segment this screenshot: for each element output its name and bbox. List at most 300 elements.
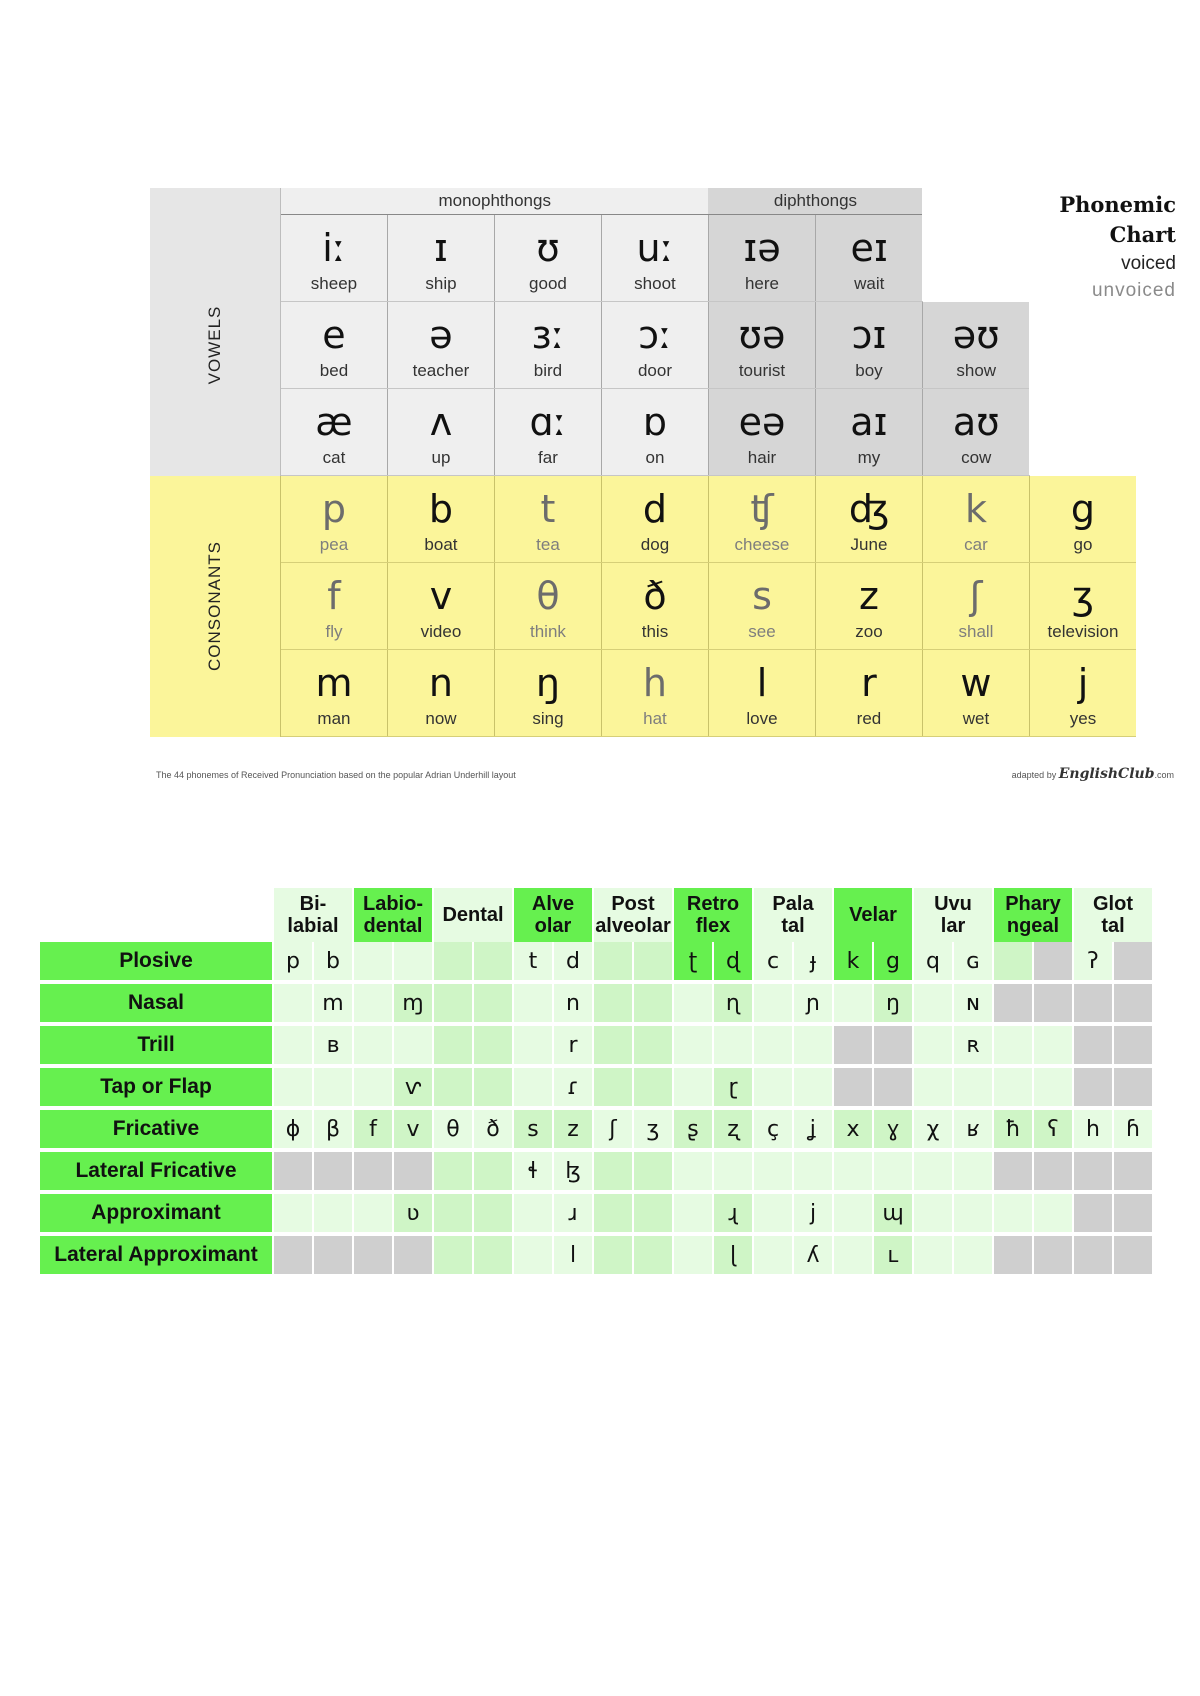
consonant-cell xyxy=(494,476,601,563)
consonant-cell xyxy=(601,563,708,650)
manner-row xyxy=(40,1150,1152,1192)
ipa-symbol-cell: p xyxy=(273,942,313,982)
diphthong-cell xyxy=(708,302,815,389)
ipa-empty-cell xyxy=(753,1234,793,1276)
ipa-empty-cell xyxy=(1073,1150,1113,1192)
ipa-symbol-cell: ʒ xyxy=(633,1108,673,1150)
phoneme-symbol: aɪ xyxy=(850,400,888,444)
ipa-empty-cell xyxy=(673,982,713,1024)
diphthong-cell xyxy=(708,215,815,302)
ipa-empty-cell xyxy=(353,982,393,1024)
diphthong-cell xyxy=(815,215,922,302)
ipa-symbol-cell: n xyxy=(553,982,593,1024)
phoneme-symbol: p xyxy=(321,487,347,531)
ipa-empty-cell xyxy=(273,1234,313,1276)
example-word: car xyxy=(964,535,988,554)
consonant-cell xyxy=(494,563,601,650)
ipa-empty-cell xyxy=(513,1192,553,1234)
place-header: Retro flex xyxy=(673,888,753,942)
consonant-cell xyxy=(280,563,387,650)
ipa-symbol-cell: v xyxy=(393,1108,433,1150)
ipa-symbol-cell: ʂ xyxy=(673,1108,713,1150)
ipa-empty-cell xyxy=(833,1066,873,1108)
ipa-symbol-cell: b xyxy=(313,942,353,982)
example-word: cat xyxy=(322,448,346,467)
ipa-symbol-cell: r xyxy=(553,1024,593,1066)
ipa-symbol-cell: ʕ xyxy=(1033,1108,1073,1150)
monophthong-cell xyxy=(601,215,708,302)
phoneme-symbol: ɪə xyxy=(743,226,781,270)
manner-label: Nasal xyxy=(40,982,273,1024)
phoneme-symbol: w xyxy=(960,661,992,705)
ipa-symbol-cell: ʙ xyxy=(313,1024,353,1066)
example-word: shoot xyxy=(634,274,676,293)
manner-label: Trill xyxy=(40,1024,273,1066)
phoneme-symbol: əʊ xyxy=(952,312,1000,357)
consonant-cell xyxy=(922,650,1029,737)
ipa-empty-cell xyxy=(913,1192,953,1234)
manner-row xyxy=(40,1066,1152,1108)
place-header: Bi- labial xyxy=(273,888,353,942)
phoneme-symbol: θ xyxy=(536,574,560,618)
ipa-symbol-cell: ɲ xyxy=(793,982,833,1024)
vowels-label-text: VOWELS xyxy=(204,305,224,385)
ipa-empty-cell xyxy=(993,1024,1033,1066)
manner-row xyxy=(40,942,1152,982)
example-word: yes xyxy=(1069,709,1097,728)
phoneme-symbol: b xyxy=(428,487,454,531)
diphthongs-header: diphthongs xyxy=(708,188,922,215)
legend-voiced: voiced xyxy=(1121,253,1176,274)
monophthong-cell xyxy=(601,302,708,389)
example-word: sing xyxy=(532,709,564,728)
example-word: my xyxy=(857,448,881,467)
ipa-symbol-cell: ʀ xyxy=(953,1024,993,1066)
ipa-corner xyxy=(40,888,273,942)
ipa-symbol-cell: f xyxy=(353,1108,393,1150)
ipa-empty-cell xyxy=(1033,1234,1073,1276)
example-word: video xyxy=(420,622,462,641)
ipa-symbol-cell: ɸ xyxy=(273,1108,313,1150)
phoneme-symbol: h xyxy=(642,661,668,705)
phoneme-symbol: ð xyxy=(643,574,667,618)
phoneme-symbol: ʒ xyxy=(1071,574,1094,618)
ipa-empty-cell xyxy=(1113,1192,1152,1234)
place-header: Dental xyxy=(433,888,513,942)
place-header: Pala tal xyxy=(753,888,833,942)
ipa-empty-cell xyxy=(793,1024,833,1066)
phoneme-symbol: ʌ xyxy=(429,400,453,444)
ipa-empty-cell xyxy=(993,982,1033,1024)
ipa-empty-cell xyxy=(313,1150,353,1192)
ipa-symbol-cell: ɟ xyxy=(793,942,833,982)
ipa-empty-cell xyxy=(673,1024,713,1066)
phoneme-symbol: j xyxy=(1077,661,1089,705)
example-word: now xyxy=(425,709,457,728)
consonant-cell xyxy=(280,650,387,737)
ipa-empty-cell xyxy=(473,1150,513,1192)
consonant-row xyxy=(150,563,1136,650)
diphthong-cell xyxy=(922,302,1029,389)
ipa-symbol-cell: ɭ xyxy=(713,1234,753,1276)
ipa-symbol-cell: ʝ xyxy=(793,1108,833,1150)
ipa-empty-cell xyxy=(473,1024,513,1066)
ipa-empty-cell xyxy=(593,1192,633,1234)
credit-suffix: .com xyxy=(1154,770,1174,780)
manner-row xyxy=(40,1234,1152,1276)
ipa-symbol-cell: ɬ xyxy=(513,1150,553,1192)
ipa-empty-cell xyxy=(633,982,673,1024)
legend-title-line2: Chart xyxy=(1109,222,1176,247)
ipa-symbol-cell: k xyxy=(833,942,873,982)
ipa-empty-cell xyxy=(793,1150,833,1192)
ipa-symbol-cell: ɾ xyxy=(553,1066,593,1108)
ipa-symbol-cell: ʋ xyxy=(393,1192,433,1234)
consonants-label xyxy=(150,476,280,737)
ipa-empty-cell xyxy=(833,1234,873,1276)
phoneme-symbol: s xyxy=(752,574,772,618)
ipa-symbol-cell: t xyxy=(513,942,553,982)
monophthong-cell xyxy=(280,389,387,476)
monophthong-cell xyxy=(280,215,387,302)
manner-label: Approximant xyxy=(40,1192,273,1234)
ipa-empty-cell xyxy=(473,1066,513,1108)
example-word: tourist xyxy=(738,361,786,380)
consonant-row xyxy=(150,650,1136,737)
example-word: think xyxy=(530,622,566,641)
phoneme-symbol: ʧ xyxy=(750,487,774,531)
ipa-empty-cell xyxy=(273,982,313,1024)
phoneme-symbol: aʊ xyxy=(952,400,1000,444)
legend-title-line1: Phonemic xyxy=(1059,192,1176,217)
ipa-symbol-cell: ʁ xyxy=(953,1108,993,1150)
place-header: Uvu lar xyxy=(913,888,993,942)
ipa-empty-cell xyxy=(913,1150,953,1192)
example-word: good xyxy=(529,274,567,293)
ipa-empty-cell xyxy=(633,942,673,982)
manner-label: Plosive xyxy=(40,942,273,982)
ipa-symbol-cell: s xyxy=(513,1108,553,1150)
chart-caption: The 44 phonemes of Received Pronunciation based on the popular Adrian Underhill layout xyxy=(156,770,516,780)
ipa-empty-cell xyxy=(1073,1192,1113,1234)
credit-brand: EnglishClub xyxy=(1058,766,1155,782)
ipa-symbol-cell: ɳ xyxy=(713,982,753,1024)
example-word: go xyxy=(1073,534,1093,554)
ipa-empty-cell xyxy=(353,1192,393,1234)
phoneme-symbol: ɪ xyxy=(433,226,449,270)
example-word: show xyxy=(956,360,997,380)
ipa-symbol-cell: ⱱ xyxy=(393,1066,433,1108)
ipa-empty-cell xyxy=(873,1150,913,1192)
consonant-cell xyxy=(708,650,815,737)
consonant-cell xyxy=(387,650,494,737)
example-word: teacher xyxy=(412,361,470,380)
example-word: tea xyxy=(536,535,560,554)
consonant-cell xyxy=(280,476,387,563)
monophthong-cell xyxy=(387,389,494,476)
ipa-symbol-cell: z xyxy=(553,1108,593,1150)
consonant-cell xyxy=(922,476,1029,563)
ipa-symbol-cell: ð xyxy=(473,1108,513,1150)
phoneme-symbol: ɔː xyxy=(638,313,672,357)
example-word: wait xyxy=(854,274,885,293)
ipa-empty-cell xyxy=(353,942,393,982)
ipa-symbol-cell: d xyxy=(553,942,593,982)
ipa-empty-cell xyxy=(1113,982,1152,1024)
ipa-symbol-cell: ʟ xyxy=(873,1234,913,1276)
phoneme-symbol: ɑː xyxy=(529,400,567,444)
ipa-empty-cell xyxy=(433,1234,473,1276)
example-word: zoo xyxy=(855,622,883,641)
ipa-empty-cell xyxy=(1113,942,1152,982)
example-word: pea xyxy=(319,535,349,554)
ipa-empty-cell xyxy=(1073,1066,1113,1108)
phonemic-chart xyxy=(150,188,1174,808)
ipa-empty-cell xyxy=(593,942,633,982)
ipa-empty-cell xyxy=(433,1192,473,1234)
example-word: fly xyxy=(325,622,343,641)
ipa-symbol-cell: ɮ xyxy=(553,1150,593,1192)
ipa-symbol-cell: β xyxy=(313,1108,353,1150)
ipa-empty-cell xyxy=(1033,1066,1073,1108)
ipa-symbol-cell: ʃ xyxy=(593,1108,633,1150)
ipa-empty-cell xyxy=(273,1066,313,1108)
ipa-empty-cell xyxy=(1033,942,1073,982)
ipa-symbol-cell: ʈ xyxy=(673,942,713,982)
example-word: far xyxy=(538,448,558,467)
empty-cell xyxy=(1029,302,1136,389)
example-word: love xyxy=(746,709,778,728)
ipa-symbol-cell: ʐ xyxy=(713,1108,753,1150)
ipa-empty-cell xyxy=(593,1066,633,1108)
ipa-empty-cell xyxy=(793,1066,833,1108)
ipa-empty-cell xyxy=(353,1150,393,1192)
phoneme-symbol: e xyxy=(322,313,346,357)
ipa-symbol-cell: ɣ xyxy=(873,1108,913,1150)
consonant-cell xyxy=(494,650,601,737)
consonant-cell xyxy=(922,563,1029,650)
ipa-symbol-cell: l xyxy=(553,1234,593,1276)
ipa-empty-cell xyxy=(953,1150,993,1192)
consonant-cell xyxy=(387,476,494,563)
ipa-empty-cell xyxy=(673,1234,713,1276)
credit-prefix: adapted by xyxy=(1011,770,1057,780)
phoneme-symbol: ʃ xyxy=(969,574,983,618)
ipa-empty-cell xyxy=(353,1066,393,1108)
example-word: up xyxy=(431,448,451,467)
monophthong-cell xyxy=(494,389,601,476)
ipa-symbol-cell: ɽ xyxy=(713,1066,753,1108)
ipa-empty-cell xyxy=(753,1192,793,1234)
ipa-symbol-cell: q xyxy=(913,942,953,982)
example-word: dog xyxy=(640,535,670,554)
consonant-row xyxy=(150,476,1136,563)
ipa-symbol-cell: h xyxy=(1073,1108,1113,1150)
phoneme-symbol: f xyxy=(327,574,341,618)
ipa-empty-cell xyxy=(1073,1234,1113,1276)
phoneme-symbol: ə xyxy=(429,313,453,357)
manner-row xyxy=(40,1024,1152,1066)
ipa-empty-cell xyxy=(713,1150,753,1192)
phoneme-symbol: k xyxy=(964,487,987,531)
phoneme-symbol: ʊ xyxy=(536,226,560,270)
example-word: on xyxy=(645,448,665,467)
ipa-empty-cell xyxy=(1073,1024,1113,1066)
phoneme-symbol: g xyxy=(1070,486,1096,531)
ipa-empty-cell xyxy=(1033,982,1073,1024)
example-word: cheese xyxy=(734,535,790,554)
ipa-symbol-cell: ɴ xyxy=(953,982,993,1024)
place-header: Velar xyxy=(833,888,913,942)
ipa-empty-cell xyxy=(393,1024,433,1066)
ipa-empty-cell xyxy=(673,1066,713,1108)
ipa-empty-cell xyxy=(993,942,1033,982)
ipa-symbol-cell: ɹ xyxy=(553,1192,593,1234)
consonant-cell xyxy=(1029,650,1136,737)
ipa-empty-cell xyxy=(913,1066,953,1108)
ipa-empty-cell xyxy=(353,1234,393,1276)
place-header: Phary ngeal xyxy=(993,888,1073,942)
example-word: shall xyxy=(958,622,994,641)
phoneme-symbol: t xyxy=(540,487,556,531)
ipa-empty-cell xyxy=(273,1150,313,1192)
manner-label: Lateral Approximant xyxy=(40,1234,273,1276)
ipa-empty-cell xyxy=(433,1024,473,1066)
phoneme-symbol: eɪ xyxy=(850,226,888,270)
ipa-empty-cell xyxy=(513,1066,553,1108)
ipa-empty-cell xyxy=(273,1024,313,1066)
phoneme-symbol: ʊə xyxy=(738,313,786,357)
ipa-empty-cell xyxy=(833,982,873,1024)
phoneme-symbol: ʤ xyxy=(848,487,890,531)
ipa-empty-cell xyxy=(1073,982,1113,1024)
ipa-empty-cell xyxy=(913,1024,953,1066)
diphthong-cell xyxy=(815,389,922,476)
empty-cell xyxy=(1029,389,1136,476)
corner xyxy=(150,188,280,215)
consonant-cell xyxy=(815,476,922,563)
example-word: man xyxy=(317,709,351,728)
ipa-empty-cell xyxy=(753,982,793,1024)
ipa-empty-cell xyxy=(393,1234,433,1276)
monophthongs-header: monophthongs xyxy=(280,188,708,215)
ipa-symbol-cell: m xyxy=(313,982,353,1024)
ipa-symbol-cell: ŋ xyxy=(873,982,913,1024)
manner-label: Lateral Fricative xyxy=(40,1150,273,1192)
monophthong-cell xyxy=(494,215,601,302)
ipa-empty-cell xyxy=(913,1234,953,1276)
vowels-label xyxy=(150,215,280,476)
ipa-empty-cell xyxy=(393,942,433,982)
ipa-empty-cell xyxy=(473,1234,513,1276)
ipa-symbol-cell: ɱ xyxy=(393,982,433,1024)
place-header: Glot tal xyxy=(1073,888,1152,942)
ipa-empty-cell xyxy=(953,1192,993,1234)
ipa-empty-cell xyxy=(513,982,553,1024)
example-word: red xyxy=(856,709,882,728)
ipa-empty-cell xyxy=(753,1066,793,1108)
ipa-empty-cell xyxy=(953,1066,993,1108)
ipa-empty-cell xyxy=(873,1024,913,1066)
ipa-symbol-cell: g xyxy=(873,942,913,982)
ipa-empty-cell xyxy=(993,1150,1033,1192)
example-word: television xyxy=(1047,622,1119,641)
consonant-cell xyxy=(815,563,922,650)
ipa-empty-cell xyxy=(433,982,473,1024)
phoneme-symbol: v xyxy=(429,574,453,618)
ipa-symbol-cell: x xyxy=(833,1108,873,1150)
ipa-empty-cell xyxy=(713,1024,753,1066)
ipa-empty-cell xyxy=(393,1150,433,1192)
place-header: Alve olar xyxy=(513,888,593,942)
ipa-empty-cell xyxy=(473,982,513,1024)
ipa-empty-cell xyxy=(633,1150,673,1192)
monophthong-cell xyxy=(387,302,494,389)
example-word: June xyxy=(850,535,888,554)
manner-row xyxy=(40,982,1152,1024)
ipa-symbol-cell: ɖ xyxy=(713,942,753,982)
manner-label: Tap or Flap xyxy=(40,1066,273,1108)
ipa-empty-cell xyxy=(1113,1150,1152,1192)
ipa-empty-cell xyxy=(673,1192,713,1234)
example-word: bed xyxy=(319,361,349,380)
phoneme-symbol: ɒ xyxy=(642,400,668,444)
ipa-empty-cell xyxy=(753,1150,793,1192)
ipa-symbol-cell: ʔ xyxy=(1073,942,1113,982)
example-word: sheep xyxy=(310,274,358,293)
ipa-empty-cell xyxy=(593,982,633,1024)
ipa-empty-cell xyxy=(633,1192,673,1234)
monophthong-cell xyxy=(601,389,708,476)
legend-unvoiced: unvoiced xyxy=(1091,280,1176,301)
diphthong-cell xyxy=(922,389,1029,476)
ipa-symbol-cell: j xyxy=(793,1192,833,1234)
phonemic-chart-legend xyxy=(986,190,1176,304)
ipa-symbol-cell: ɻ xyxy=(713,1192,753,1234)
ipa-empty-cell xyxy=(1113,1024,1152,1066)
phoneme-symbol: l xyxy=(756,661,768,705)
ipa-empty-cell xyxy=(1033,1150,1073,1192)
phoneme-symbol: iː xyxy=(322,226,346,270)
ipa-empty-cell xyxy=(1033,1024,1073,1066)
monophthong-cell xyxy=(494,302,601,389)
ipa-empty-cell xyxy=(513,1024,553,1066)
ipa-symbol-cell: c xyxy=(753,942,793,982)
ipa-empty-cell xyxy=(433,942,473,982)
ipa-empty-cell xyxy=(433,1150,473,1192)
diphthong-cell xyxy=(708,389,815,476)
phoneme-symbol: n xyxy=(428,661,454,705)
ipa-empty-cell xyxy=(673,1150,713,1192)
phoneme-symbol: d xyxy=(642,487,668,531)
example-word: here xyxy=(744,274,779,293)
example-word: boy xyxy=(855,361,883,380)
ipa-empty-cell xyxy=(353,1024,393,1066)
ipa-empty-cell xyxy=(753,1024,793,1066)
ipa-symbol-cell: ʎ xyxy=(793,1234,833,1276)
consonant-cell xyxy=(708,476,815,563)
ipa-symbol-cell: χ xyxy=(913,1108,953,1150)
example-word: bird xyxy=(533,361,563,380)
ipa-empty-cell xyxy=(433,1066,473,1108)
ipa-empty-cell xyxy=(833,1192,873,1234)
ipa-empty-cell xyxy=(593,1234,633,1276)
ipa-empty-cell xyxy=(633,1024,673,1066)
ipa-empty-cell xyxy=(833,1150,873,1192)
example-word: hair xyxy=(747,448,777,467)
ipa-empty-cell xyxy=(1113,1234,1152,1276)
consonant-cell xyxy=(387,563,494,650)
